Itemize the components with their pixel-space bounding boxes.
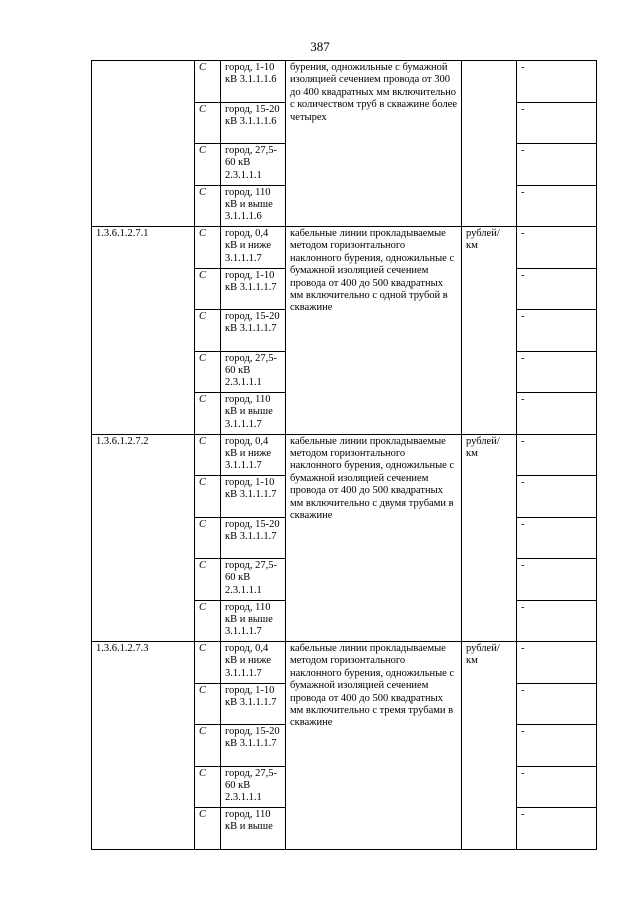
category-letter: С <box>195 642 221 684</box>
voltage-class: город, 110 кВ и выше <box>221 808 286 850</box>
value-cell: - <box>517 434 597 476</box>
voltage-class: город, 1-10 кВ 3.1.1.1.7 <box>221 683 286 725</box>
item-description: бурения, одножильные с бумажной изоляцией сечением провода от 300 до 400 квадратных мм включительно с количеством труб в скважине более четырех <box>286 61 462 227</box>
unit-of-measure <box>462 61 517 227</box>
value-cell: - <box>517 766 597 808</box>
table-row <box>92 61 597 103</box>
unit-of-measure: рублей/ км <box>462 642 517 850</box>
tariff-table <box>91 60 597 850</box>
item-description: кабельные линии прокладываемые методом горизонтального наклонного бурения, одножильные с бумажной изоляцией сечением провода от 400 до 500 квадратных мм включительно с двумя трубами в скважине <box>286 434 462 642</box>
voltage-class: город, 110 кВ и выше 3.1.1.1.6 <box>221 185 286 227</box>
voltage-class: город, 0,4 кВ и ниже 3.1.1.1.7 <box>221 642 286 684</box>
voltage-class: город, 110 кВ и выше 3.1.1.1.7 <box>221 393 286 435</box>
item-description: кабельные линии прокладываемые методом горизонтального наклонного бурения, одножильные с бумажной изоляцией сечением провода от 400 до 500 квадратных мм включительно с одной трубой в скважине <box>286 227 462 435</box>
category-letter: С <box>195 600 221 642</box>
value-cell: - <box>517 268 597 310</box>
category-letter: С <box>195 683 221 725</box>
value-cell: - <box>517 102 597 144</box>
category-letter: С <box>195 476 221 518</box>
category-letter: С <box>195 517 221 559</box>
item-description: кабельные линии прокладываемые методом горизонтального наклонного бурения, одножильные с бумажной изоляцией сечением провода от 400 до 500 квадратных мм включительно с тремя трубами в скважине <box>286 642 462 850</box>
voltage-class: город, 27,5-60 кВ 2.3.1.1.1 <box>221 559 286 601</box>
value-cell: - <box>517 642 597 684</box>
voltage-class: город, 1-10 кВ 3.1.1.1.7 <box>221 476 286 518</box>
category-letter: С <box>195 185 221 227</box>
value-cell: - <box>517 476 597 518</box>
unit-of-measure: рублей/ км <box>462 227 517 435</box>
category-letter: С <box>195 393 221 435</box>
item-code: 1.3.6.1.2.7.2 <box>92 434 195 642</box>
category-letter: С <box>195 434 221 476</box>
item-code: 1.3.6.1.2.7.1 <box>92 227 195 435</box>
voltage-class: город, 0,4 кВ и ниже 3.1.1.1.7 <box>221 434 286 476</box>
value-cell: - <box>517 310 597 352</box>
voltage-class: город, 15-20 кВ 3.1.1.1.7 <box>221 517 286 559</box>
table-row <box>92 434 597 476</box>
voltage-class: город, 15-20 кВ 3.1.1.1.6 <box>221 102 286 144</box>
voltage-class: город, 15-20 кВ 3.1.1.1.7 <box>221 725 286 767</box>
value-cell: - <box>517 351 597 393</box>
value-cell: - <box>517 559 597 601</box>
category-letter: С <box>195 61 221 103</box>
value-cell: - <box>517 61 597 103</box>
category-letter: С <box>195 268 221 310</box>
category-letter: С <box>195 144 221 186</box>
item-code <box>92 61 195 227</box>
value-cell: - <box>517 517 597 559</box>
value-cell: - <box>517 808 597 850</box>
value-cell: - <box>517 600 597 642</box>
category-letter: С <box>195 310 221 352</box>
value-cell: - <box>517 185 597 227</box>
voltage-class: город, 15-20 кВ 3.1.1.1.7 <box>221 310 286 352</box>
page-number: 387 <box>310 39 330 54</box>
voltage-class: город, 110 кВ и выше 3.1.1.1.7 <box>221 600 286 642</box>
category-letter: С <box>195 808 221 850</box>
voltage-class: город, 27,5-60 кВ 2.3.1.1.1 <box>221 766 286 808</box>
voltage-class: город, 1-10 кВ 3.1.1.1.7 <box>221 268 286 310</box>
voltage-class: город, 27,5-60 кВ 2.3.1.1.1 <box>221 144 286 186</box>
category-letter: С <box>195 102 221 144</box>
table-row <box>92 642 597 684</box>
category-letter: С <box>195 559 221 601</box>
value-cell: - <box>517 683 597 725</box>
voltage-class: город, 27,5-60 кВ 2.3.1.1.1 <box>221 351 286 393</box>
value-cell: - <box>517 227 597 269</box>
voltage-class: город, 1-10 кВ 3.1.1.1.6 <box>221 61 286 103</box>
value-cell: - <box>517 393 597 435</box>
value-cell: - <box>517 725 597 767</box>
voltage-class: город, 0,4 кВ и ниже 3.1.1.1.7 <box>221 227 286 269</box>
category-letter: С <box>195 725 221 767</box>
category-letter: С <box>195 227 221 269</box>
category-letter: С <box>195 766 221 808</box>
item-code: 1.3.6.1.2.7.3 <box>92 642 195 850</box>
table-body <box>92 61 597 850</box>
category-letter: С <box>195 351 221 393</box>
value-cell: - <box>517 144 597 186</box>
table-row <box>92 227 597 269</box>
unit-of-measure: рублей/ км <box>462 434 517 642</box>
